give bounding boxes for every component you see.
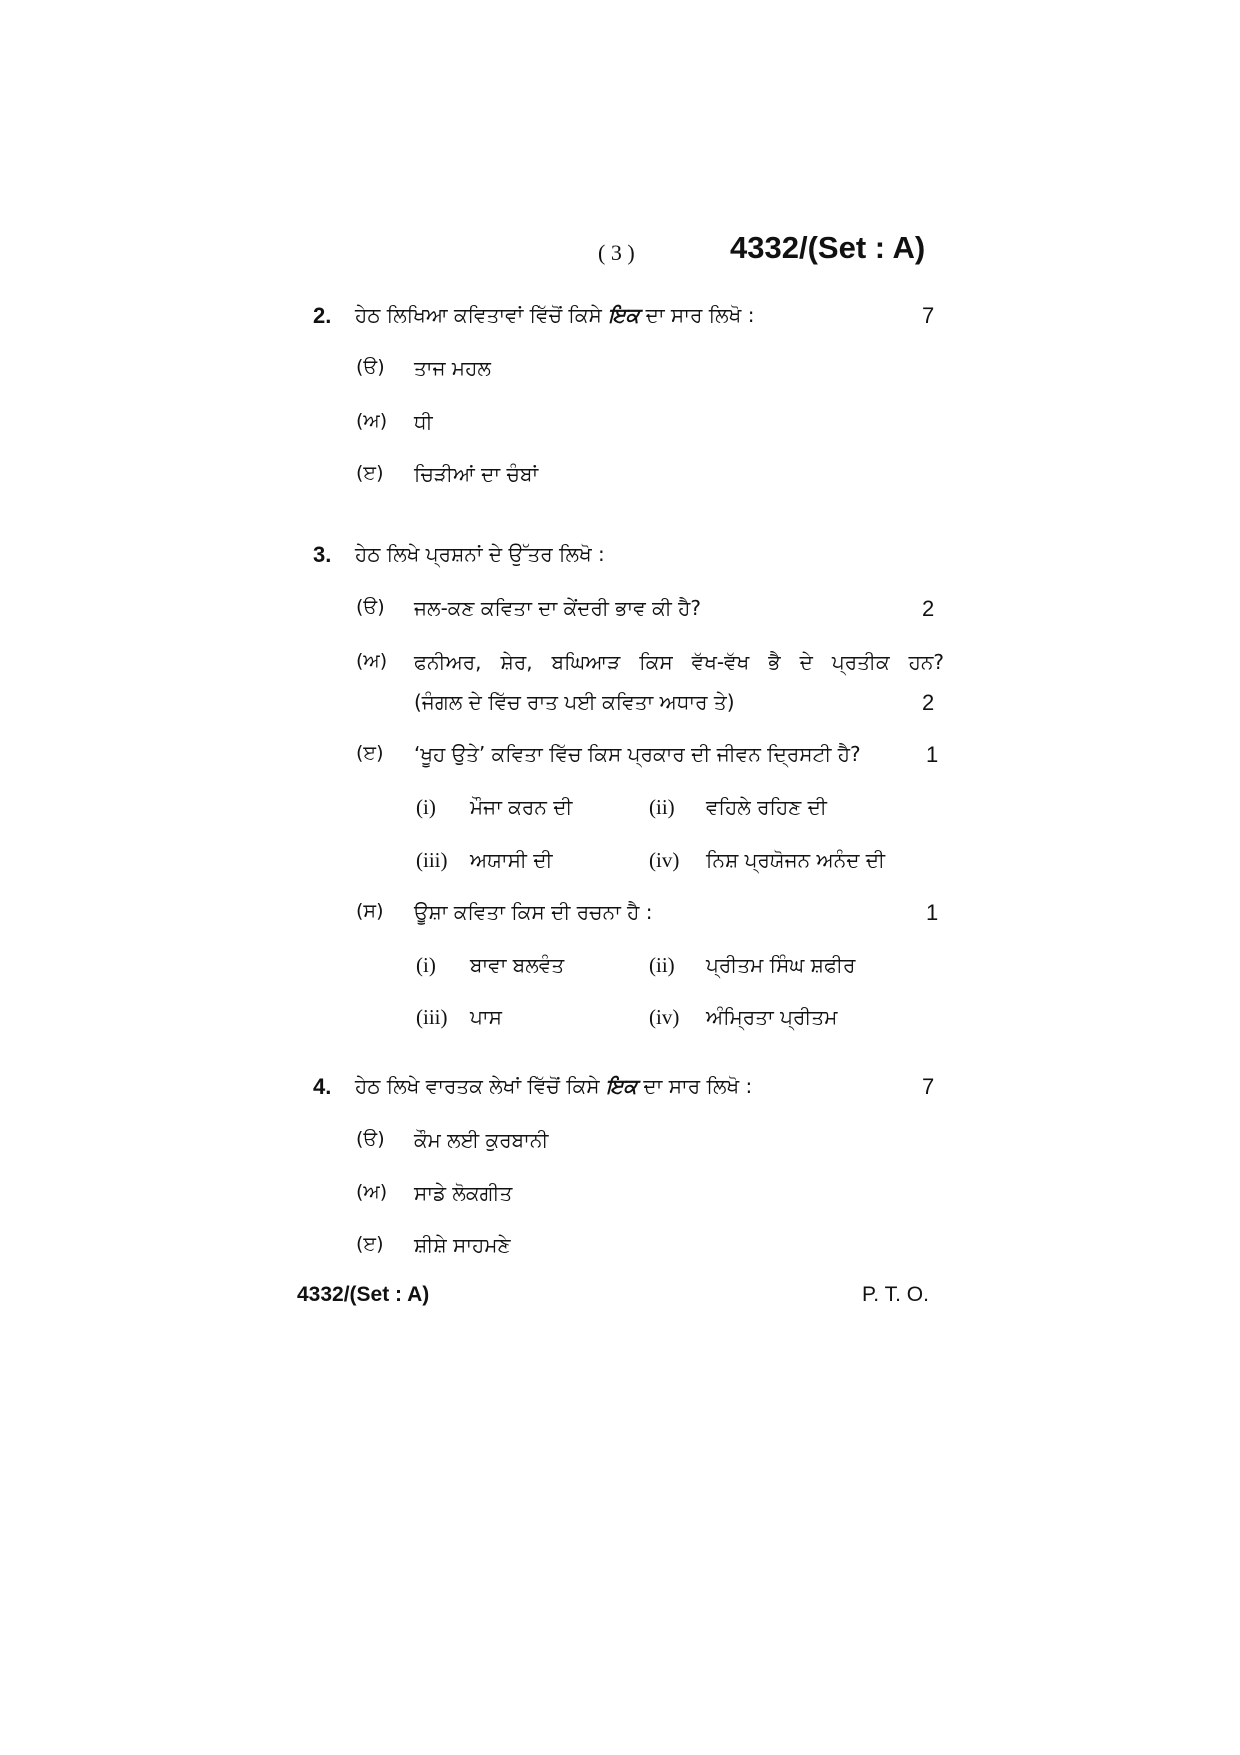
choice-text: ਬਾਵਾ ਬਲਵੰਤ [470, 953, 565, 977]
part-text-continued: (ਜੰਗਲ ਦੇ ਵਿੱਚ ਰਾਤ ਪਈ ਕਵਿਤਾ ਅਧਾਰ ਤੇ) [414, 690, 735, 714]
choice-number: (iii) [416, 848, 448, 872]
question-text-before: ਹੇਠ ਲਿਖੇ ਵਾਰਤਕ ਲੇਖਾਂ ਵਿੱਚੋਂ ਕਿਸੇ [355, 1074, 600, 1098]
choice-text: ਨਿਸ਼ ਪ੍ਰਯੋਜਨ ਅਨੰਦ ਦੀ [706, 848, 886, 872]
option-label: (ੲ) [356, 462, 384, 484]
choice-text: ਅੰਮ੍ਰਿਤਾ ਪ੍ਰੀਤਮ [706, 1005, 838, 1029]
choice-number: (i) [416, 795, 436, 819]
option-text: ਕੌਮ ਲਈ ਕੁਰਬਾਨੀ [414, 1128, 549, 1152]
footer-pto: P. T. O. [862, 1283, 929, 1306]
part-label: (ਅ) [356, 650, 388, 672]
choice-text: ਪਾਸ [470, 1005, 502, 1029]
choice-number: (iii) [416, 1005, 448, 1029]
part-marks: 2 [922, 690, 935, 715]
option-text: ਚਿੜੀਆਂ ਦਾ ਚੰਬਾਂ [414, 462, 539, 486]
question-text [355, 1074, 752, 1098]
set-code-header: 4332/(Set : A) [730, 230, 926, 265]
choice-number: (ii) [649, 953, 675, 977]
footer-set-code: 4332/(Set : A) [297, 1283, 430, 1306]
option-text: ਧੀ [414, 410, 433, 434]
question-number: 3. [313, 542, 332, 567]
question-marks: 7 [922, 303, 935, 328]
choice-number: (i) [416, 953, 436, 977]
question-emphasis: ਇਕ [608, 303, 640, 327]
option-text: ਸਾਡੇ ਲੋਕਗੀਤ [414, 1181, 513, 1205]
choice-text: ਮੌਜਾ ਕਰਨ ਦੀ [470, 795, 573, 819]
question-number: 4. [313, 1074, 332, 1099]
choice-number: (ii) [649, 795, 675, 819]
part-label: (ੳ) [356, 596, 385, 618]
option-label: (ਅ) [356, 410, 388, 432]
question-marks: 7 [922, 1074, 935, 1099]
question-number: 2. [313, 303, 332, 328]
part-text: ਜਲ-ਕਣ ਕਵਿਤਾ ਦਾ ਕੇਂਦਰੀ ਭਾਵ ਕੀ ਹੈ? [414, 596, 702, 620]
option-label: (ੳ) [356, 1128, 385, 1150]
question-text: ਹੇਠ ਲਿਖੇ ਪ੍ਰਸ਼ਨਾਂ ਦੇ ਉੱਤਰ ਲਿਖੋ : [355, 542, 605, 566]
option-text: ਸ਼ੀਸ਼ੇ ਸਾਹਮਣੇ [414, 1233, 511, 1257]
option-label: (ੳ) [356, 356, 385, 378]
question-emphasis: ਇਕ [606, 1074, 638, 1098]
option-label: (ੲ) [356, 1233, 384, 1255]
choice-number: (iv) [649, 848, 680, 872]
part-label: (ੲ) [356, 742, 384, 764]
part-text: ਫਨੀਅਰ, ਸ਼ੇਰ, ਬਘਿਆੜ ਕਿਸ ਵੱਖ-ਵੱਖ ਭੈ ਦੇ ਪ੍ਰਤੀਕ ਹਨ? [414, 650, 944, 674]
choice-text: ਪ੍ਰੀਤਮ ਸਿੰਘ ਸ਼ਫੀਰ [706, 953, 856, 977]
option-text: ਤਾਜ ਮਹਲ [414, 356, 491, 380]
page-number: ( 3 ) [598, 240, 635, 265]
choice-number: (iv) [649, 1005, 680, 1029]
part-marks: 2 [922, 596, 935, 621]
choice-text: ਵਹਿਲੇ ਰਹਿਣ ਦੀ [706, 795, 827, 819]
question-text [355, 303, 754, 327]
part-marks: 1 [926, 742, 939, 767]
question-text-before: ਹੇਠ ਲਿਖਿਆ ਕਵਿਤਾਵਾਂ ਵਿੱਚੋਂ ਕਿਸੇ [355, 303, 602, 327]
question-text-after: ਦਾ ਸਾਰ ਲਿਖੋ : [643, 1074, 753, 1098]
choice-text: ਅਯਾਸੀ ਦੀ [470, 848, 553, 872]
question-text-after: ਦਾ ਸਾਰ ਲਿਖੋ : [645, 303, 755, 327]
part-marks: 1 [926, 900, 939, 925]
part-label: (ਸ) [356, 900, 384, 922]
option-label: (ਅ) [356, 1181, 388, 1203]
part-text: ਊਸ਼ਾ ਕਵਿਤਾ ਕਿਸ ਦੀ ਰਚਨਾ ਹੈ : [414, 900, 653, 924]
part-text: ‘ਖੂਹ ਉਤੇ’ ਕਵਿਤਾ ਵਿੱਚ ਕਿਸ ਪ੍ਰਕਾਰ ਦੀ ਜੀਵਨ ਦ੍ਰਿਸਟੀ ਹੈ? [414, 742, 861, 766]
